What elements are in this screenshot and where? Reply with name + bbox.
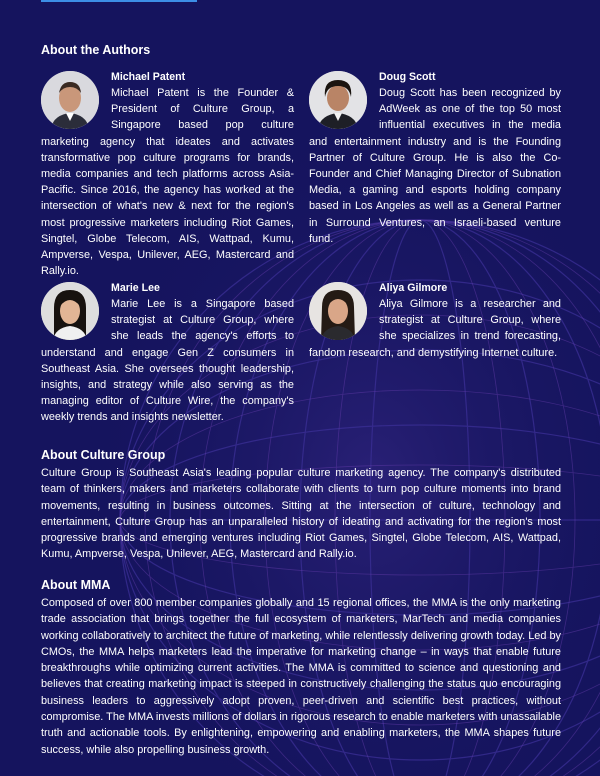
author-bio: Michael Patent is the Founder & President of Culture Group, a Singapore based pop culture marketing agency that ideates and activates transformative pop culture programs for brands, media companies and tech platforms across Asia-Pacific. Since 2016, the agency has worked at the intersection of what's new & next for the region's most progressive marketers including Riot Games, Singtel, Globe Telecom, AIS, Wattpad, Kumu, Ampverse, Vespa, Unilever, AEG, Mastercard and Rally.io. [41,87,294,278]
author-card-marie-lee [41,281,294,426]
author-photo-marie-lee [41,282,99,340]
author-name: Aliya Gilmore [379,282,448,294]
authors-heading: About the Authors [41,43,151,57]
author-photo-michael-patent [41,71,99,129]
author-card-aliya-gilmore [309,281,561,361]
author-bio: Marie Lee is a Singapore based strategist at Culture Group, where she leads the agency's efforts to understand and engage Gen Z consumers in Southeast Asia. She oversees thought leadership, insights, and strategy while also serving as the managing editor of Culture Wire, the company's weekly trends and insights newsletter. [41,298,294,424]
author-name: Marie Lee [111,282,160,294]
author-card-doug-scott [309,70,561,247]
author-photo-aliya-gilmore [309,282,367,340]
author-name: Doug Scott [379,71,436,83]
culture-group-body: Culture Group is Southeast Asia's leading popular culture marketing agency. The company's distributed team of thinkers, makers and marketers collaborate with clients to turn pop culture moments into brand movements, resulting in business outcomes. Sitting at the intersection of culture, technology and entertainment, Culture Group has an unparalleled history of ideating and activating for the region's most progressive brands and emerging ventures including Riot Games, Singtel, Globe Telecom, AIS, Wattpad, Kumu, Ampverse, Vespa, Unilever, AEG, Mastercard and Rally.io. [41,467,561,561]
top-divider [41,0,197,2]
author-photo-doug-scott [309,71,367,129]
author-name: Michael Patent [111,71,186,83]
author-card-michael-patent [41,70,294,279]
culture-group-heading: About Culture Group [41,448,166,462]
author-bio: Aliya Gilmore is a researcher and strategist at Culture Group, where she specializes in trend forecasting, fandom research, and demystifying Internet culture. [309,298,561,359]
mma-heading: About MMA [41,578,111,592]
author-bio: Doug Scott has been recognized by AdWeek as one of the top 50 most influential executives in the media and entertainment industry and is the Founding Partner of Culture Group. He is also the Co-Founder and Chief Managing Director of Subnation Media, a gaming and esports holding company based in Los Angeles as well as a General Partner in Surround Ventures, an Israeli-based venture fund. [309,87,561,245]
mma-body: Composed of over 800 member companies globally and 15 regional offices, the MMA is the only marketing trade association that brings together the full ecosystem of marketers, MarTech and media companies working collaboratively to architect the future of marketing, while relentlessly delivering growth today. Led by CMOs, the MMA helps marketers lead the imperative for marketing change – in ways that enable future breakthroughs while optimizing current activities. The MMA is committed to science and questioning and believes that creating marketing impact is steeped in constructively challenging the status quo encouraging business leaders to aggressively adopt proven, peer-driven and scientific best practices, without compromise. The MMA invests millions of dollars in rigorous research to enable marketers with unassailable truth and actionable tools. By enlightening, empowering and enabling marketers, the MMA shapes future success, while also propelling business growth. [41,597,561,756]
